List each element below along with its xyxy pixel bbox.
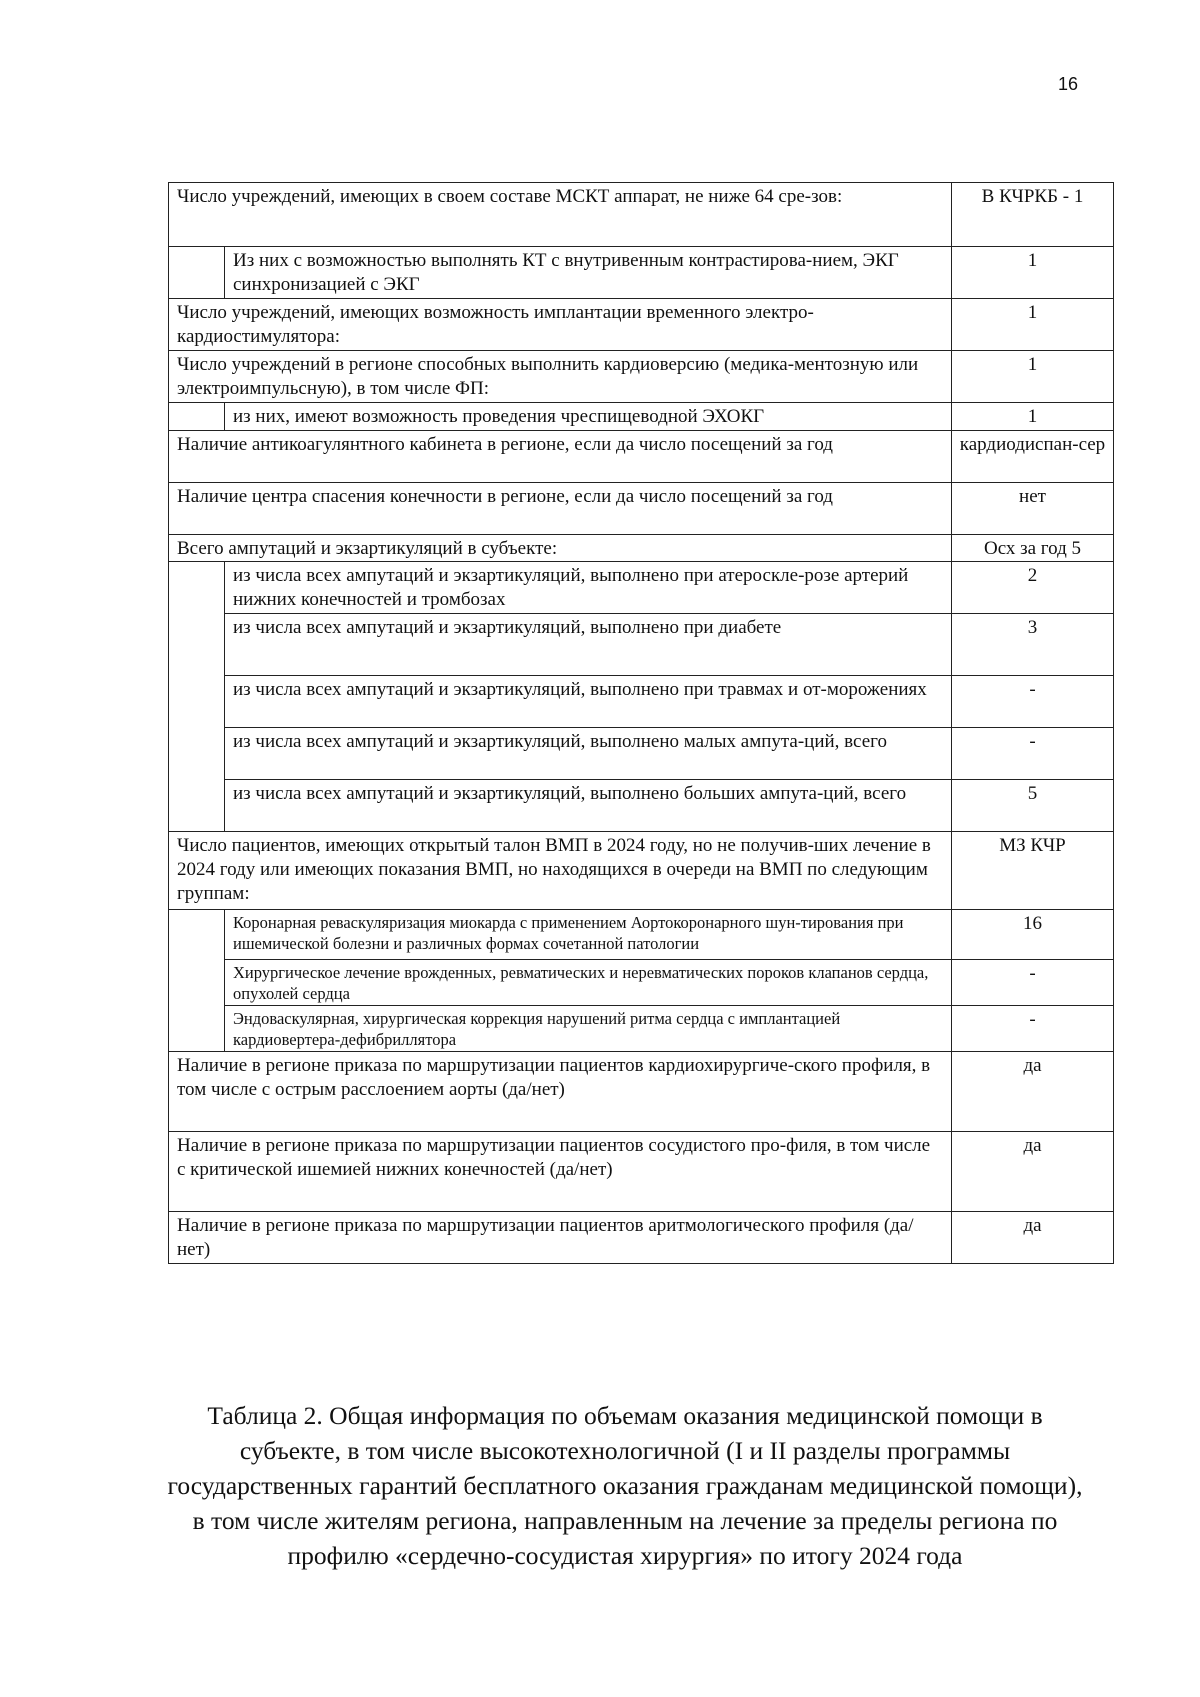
table-row [169,780,1114,832]
row-label: из числа всех ампутаций и экзартикуляций, выполнено при диабете [225,614,952,676]
row-indent [169,960,225,1006]
page-number: 16 [1058,74,1079,94]
row-value: кардиодиспан-сер [952,431,1114,483]
row-value: нет [952,483,1114,535]
table-body [169,183,1114,1264]
table-row [169,1132,1114,1212]
row-value: да [952,1132,1114,1212]
row-label: из числа всех ампутаций и экзартикуляций, выполнено при атероскле-розе артерий нижних конечностей и тромбозах [225,562,952,614]
row-value: 1 [952,351,1114,403]
row-label: Всего ампутаций и экзартикуляций в субъекте: [169,535,952,562]
row-indent [169,910,225,960]
data-table-wrapper [168,182,1113,1264]
table-row [169,562,1114,614]
row-value: - [952,728,1114,780]
table-row [169,910,1114,960]
table-row [169,247,1114,299]
row-value: МЗ КЧР [952,832,1114,910]
row-value: 1 [952,247,1114,299]
table-row [169,728,1114,780]
row-value: 5 [952,780,1114,832]
row-value: В КЧРКБ - 1 [952,183,1114,247]
row-label: Наличие в регионе приказа по маршрутизации пациентов аритмологического профиля (да/нет) [169,1212,952,1264]
row-value: 3 [952,614,1114,676]
table-row [169,1052,1114,1132]
row-value: да [952,1212,1114,1264]
row-label: из числа всех ампутаций и экзартикуляций, выполнено больших ампута-ций, всего [225,780,952,832]
data-table [168,182,1114,1264]
row-value: - [952,1006,1114,1052]
row-value: 16 [952,910,1114,960]
row-label: Коронарная реваскуляризация миокарда с применением Аортокоронарного шун-тирования при ишемической болезни и различных формах сочетанной патологии [225,910,952,960]
row-label: из числа всех ампутаций и экзартикуляций, выполнено при травмах и от-морожениях [225,676,952,728]
row-indent [169,780,207,832]
row-value: 1 [952,403,1114,431]
row-value: да [952,1052,1114,1132]
table-row [169,1006,1114,1052]
row-indent [207,562,225,614]
table-row [169,1212,1114,1264]
row-label: из числа всех ампутаций и экзартикуляций, выполнено малых ампута-ций, всего [225,728,952,780]
row-label: Наличие центра спасения конечности в регионе, если да число посещений за год [169,483,952,535]
table-row [169,614,1114,676]
row-value: - [952,676,1114,728]
row-label: из них, имеют возможность проведения чреспищеводной ЭХОКГ [225,403,952,431]
row-indent [207,728,225,780]
table-row [169,483,1114,535]
row-indent [169,247,225,299]
table-row [169,535,1114,562]
table-caption: Таблица 2. Общая информация по объемам оказания медицинской помощи в субъекте, в том числе высокотехнологичной (I и II разделы программы государственных гарантий бесплатного оказания гражданам медицинской помощи), в том числе жителям региона, направленным на лечение за пределы региона по профилю «сердечно-сосудистая хирургия» по итогу 2024 года [167,1401,1083,1570]
row-value: Осх за год 5 [952,535,1114,562]
row-value: 1 [952,299,1114,351]
row-indent [169,1006,225,1052]
row-indent [169,676,207,728]
table-row [169,183,1114,247]
table-row [169,403,1114,431]
table-row [169,351,1114,403]
row-label: Число учреждений в регионе способных выполнить кардиоверсию (медика-ментозную или электроимпульсную), в том числе ФП: [169,351,952,403]
row-indent [169,403,225,431]
row-indent [207,780,225,832]
row-label: Число учреждений, имеющих в своем составе МСКТ аппарат, не ниже 64 сре-зов: [169,183,952,247]
row-label: Число учреждений, имеющих возможность имплантации временного электро-кардиостимулятора: [169,299,952,351]
row-label: Хирургическое лечение врожденных, ревматических и неревматических пороков клапанов сердца, опухолей сердца [225,960,952,1006]
row-indent [169,562,207,614]
row-indent [169,728,207,780]
row-label: Наличие в регионе приказа по маршрутизации пациентов сосудистого про-филя, в том числе с критической ишемией нижних конечностей (да/нет) [169,1132,952,1212]
table-row [169,832,1114,910]
table-row [169,431,1114,483]
row-indent [207,614,225,676]
row-label: Число пациентов, имеющих открытый талон ВМП в 2024 году, но не получив-ших лечение в 2024 году или имеющих показания ВМП, но находящихся в очереди на ВМП по следующим группам: [169,832,952,910]
table-row [169,960,1114,1006]
row-label: Наличие в регионе приказа по маршрутизации пациентов кардиохирургиче-ского профиля, в том числе с острым расслоением аорты (да/нет) [169,1052,952,1132]
row-indent [169,614,207,676]
row-label: Наличие антикоагулянтного кабинета в регионе, если да число посещений за год [169,431,952,483]
row-label: Эндоваскулярная, хирургическая коррекция нарушений ритма сердца с имплантацией кардиовертера-дефибриллятора [225,1006,952,1052]
table-row [169,676,1114,728]
row-value: - [952,960,1114,1006]
row-indent [207,676,225,728]
table-row [169,299,1114,351]
row-label: Из них с возможностью выполнять КТ с внутривенным контрастирова-нием, ЭКГ синхронизацией с ЭКГ [225,247,952,299]
row-value: 2 [952,562,1114,614]
